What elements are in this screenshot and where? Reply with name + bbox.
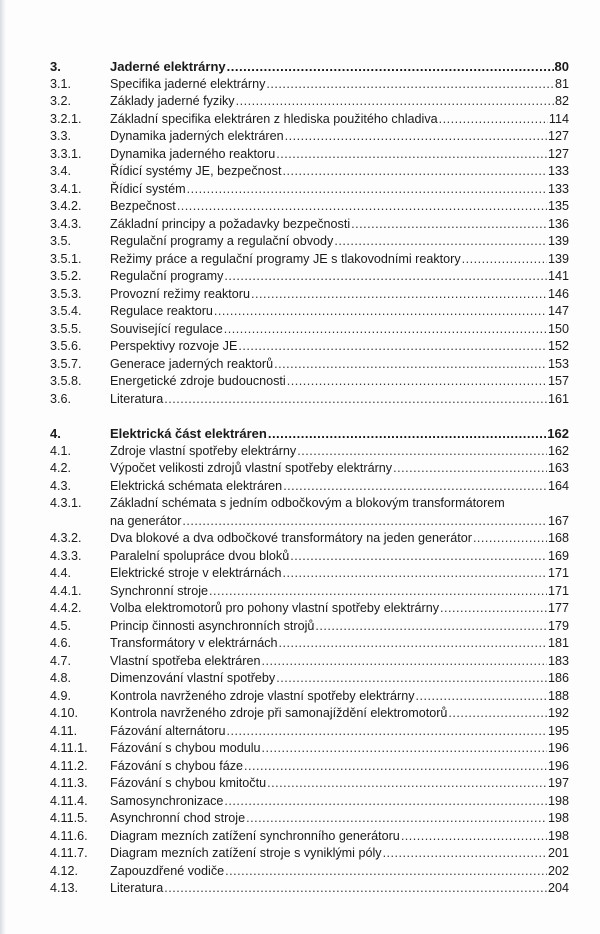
entry-title: Zdroje vlastní spotřeby elektrárny <box>110 443 297 458</box>
entry-body <box>110 321 569 339</box>
entry-title: Bezpečnost <box>110 199 176 213</box>
entry-number: 3.5.6. <box>50 339 82 353</box>
entry-body <box>110 443 569 461</box>
dot-leader <box>164 880 547 898</box>
toc-entry[interactable] <box>50 356 569 374</box>
entry-body <box>110 880 569 898</box>
entry-body <box>110 495 569 513</box>
entry-number: 4.3.1. <box>50 496 82 510</box>
entry-number: 4.9. <box>50 688 72 703</box>
page-number: 198 <box>547 793 569 808</box>
entry-body <box>110 635 569 653</box>
page-number: 198 <box>547 811 569 825</box>
entry-title: Regulační programy <box>110 269 224 283</box>
entry-title: Literatura <box>110 391 164 406</box>
entry-body <box>110 530 569 548</box>
toc-entry[interactable] <box>50 460 569 478</box>
page-number: 162 <box>547 426 569 441</box>
entry-title: Dva blokové a dva odbočkové transformátory na jeden generátor <box>110 531 472 545</box>
page-number: 146 <box>547 286 569 301</box>
entry-title: Synchronní stroje <box>110 583 209 598</box>
entry-title: Diagram mezních zatížení stroje s vyniklými póly <box>110 846 382 860</box>
entry-body <box>110 845 569 863</box>
entry-number: 3.5.3. <box>50 286 82 301</box>
entry-title: Dimenzování vlastní spotřeby <box>110 671 276 685</box>
toc-entry[interactable] <box>50 251 569 269</box>
page-number: 171 <box>547 583 569 598</box>
entry-number: 3.5.8. <box>50 374 82 388</box>
toc-entry[interactable] <box>50 635 569 653</box>
table-of-contents <box>50 58 569 915</box>
entry-number: 4.6. <box>50 636 72 650</box>
toc-entry[interactable] <box>50 863 569 881</box>
entry-body <box>110 93 569 111</box>
entry-title: Provozní režimy reaktoru <box>110 286 250 301</box>
page-number: 168 <box>547 531 569 545</box>
entry-number: 4.5. <box>50 618 72 633</box>
toc-entry[interactable] <box>50 653 569 671</box>
page-number: 183 <box>547 653 569 668</box>
toc-entry[interactable] <box>50 740 569 758</box>
toc-entry[interactable] <box>50 880 569 898</box>
entry-body <box>110 705 569 723</box>
entry-title: Dynamika jaderného reaktoru <box>110 146 276 161</box>
toc-entry[interactable] <box>50 93 569 111</box>
toc-entry[interactable] <box>50 198 569 216</box>
dot-leader <box>224 321 547 339</box>
chapter-section <box>50 425 569 898</box>
entry-body <box>110 425 569 443</box>
entry-number: 4.3. <box>50 478 72 493</box>
toc-entry[interactable] <box>50 443 569 461</box>
entry-title: Perspektivy rozvoje JE <box>110 339 238 353</box>
toc-entry[interactable] <box>50 618 569 636</box>
toc-entry[interactable] <box>50 111 569 129</box>
entry-number: 3.1. <box>50 76 72 91</box>
page-number: 171 <box>547 566 569 580</box>
entry-number: 4.4. <box>50 566 72 580</box>
entry-number: 3. <box>50 59 61 74</box>
page-number: 196 <box>547 741 569 755</box>
entry-title: Řídicí systém <box>110 181 186 196</box>
page-number: 153 <box>547 356 569 371</box>
toc-entry[interactable] <box>50 338 569 356</box>
entry-title: Fázování s chybou kmitočtu <box>110 776 267 790</box>
entry-body <box>110 688 569 706</box>
entry-title: Volba elektromotorů pro pohony vlastní spotřeby elektrárny <box>110 601 440 615</box>
entry-title: Základní principy a požadavky bezpečnosti <box>110 216 351 231</box>
entry-body <box>110 600 569 618</box>
entry-body <box>110 286 569 304</box>
entry-number: 4.11.4. <box>50 793 88 808</box>
entry-title: Řídicí systémy JE, bezpečnost <box>110 164 282 178</box>
dot-leader <box>282 565 547 583</box>
entry-body <box>110 583 569 601</box>
dot-leader <box>224 793 547 811</box>
toc-entry[interactable] <box>50 163 569 181</box>
toc-entry[interactable] <box>50 128 569 146</box>
page-number: 161 <box>547 391 569 406</box>
entry-title: Dynamika jaderných elektráren <box>110 129 284 143</box>
page-number: 198 <box>547 828 569 843</box>
entry-number: 3.3. <box>50 129 72 143</box>
entry-number: 3.5.7. <box>50 356 82 371</box>
dot-leader <box>268 425 546 443</box>
toc-entry[interactable] <box>50 583 569 601</box>
dot-leader <box>282 163 547 181</box>
dot-leader <box>266 76 554 94</box>
entry-body <box>110 775 569 793</box>
page-edge-shadow <box>0 0 6 934</box>
dot-leader <box>393 460 547 478</box>
dot-leader <box>177 198 547 216</box>
entry-number: 3.5.4. <box>50 304 82 318</box>
dot-leader <box>227 723 547 741</box>
entry-body <box>110 373 569 391</box>
toc-entry[interactable] <box>50 373 569 391</box>
dot-leader <box>439 111 548 129</box>
page-number: 167 <box>547 513 569 528</box>
entry-body <box>110 828 569 846</box>
entry-title: Fázování alternátoru <box>110 723 226 738</box>
entry-title: Související regulace <box>110 321 223 336</box>
entry-number: 4.12. <box>50 863 79 878</box>
entry-number: 3.2.1. <box>50 111 82 126</box>
page-number: 147 <box>547 304 569 318</box>
entry-number: 4.3.2. <box>50 531 82 545</box>
toc-entry[interactable] <box>50 845 569 863</box>
toc-entry[interactable] <box>50 600 569 618</box>
entry-number: 4.1. <box>50 443 72 458</box>
toc-entry[interactable] <box>50 793 569 811</box>
page-number: 181 <box>547 636 569 650</box>
entry-title: Paralelní spolupráce dvou bloků <box>110 548 290 563</box>
toc-entry[interactable] <box>50 321 569 339</box>
entry-body <box>110 111 569 129</box>
dot-leader <box>473 530 547 548</box>
entry-title: Výpočet velikosti zdrojů vlastní spotřeby elektrárny <box>110 461 393 475</box>
chapter-heading[interactable] <box>50 425 569 443</box>
entry-number: 3.5.2. <box>50 269 82 283</box>
dot-leader <box>246 810 547 828</box>
dot-leader <box>276 670 547 688</box>
page-number: 196 <box>547 758 569 773</box>
dot-leader <box>236 93 554 111</box>
entry-title: Asynchronní chod stroje <box>110 811 246 825</box>
toc-entry[interactable] <box>50 303 569 321</box>
dot-leader <box>351 216 547 234</box>
dot-leader <box>262 740 547 758</box>
page-number: 195 <box>547 723 569 738</box>
toc-entry[interactable] <box>50 548 569 566</box>
dot-leader <box>182 513 547 531</box>
dot-leader <box>187 181 547 199</box>
page-number: 133 <box>547 181 569 196</box>
page-number: 164 <box>547 478 569 493</box>
page-number: 177 <box>547 601 569 615</box>
entry-body <box>110 268 569 286</box>
entry-number: 3.4. <box>50 164 72 178</box>
entry-body <box>110 810 569 828</box>
entry-title: Elektrická část elektráren <box>110 426 267 441</box>
entry-body <box>110 565 569 583</box>
page-number: 192 <box>547 706 569 720</box>
entry-body <box>110 670 569 688</box>
page-number: 127 <box>547 129 569 143</box>
entry-title: Princip činnosti asynchronních strojů <box>110 618 315 633</box>
toc-entry[interactable] <box>50 723 569 741</box>
toc-entry[interactable] <box>50 828 569 846</box>
entry-title: Specifika jaderné elektrárny <box>110 76 266 91</box>
entry-title: Základy jaderné fyziky <box>110 94 235 108</box>
entry-number: 4.11. <box>50 723 78 738</box>
entry-title: Základní specifika elektráren z hlediska použitého chladiva <box>110 111 438 126</box>
dot-leader <box>401 828 547 846</box>
toc-entry[interactable] <box>50 688 569 706</box>
toc-entry[interactable] <box>50 233 569 251</box>
dot-leader <box>225 863 547 881</box>
entry-body <box>110 58 569 76</box>
chapter-section <box>50 58 569 408</box>
toc-entry[interactable] <box>50 810 569 828</box>
entry-title: Transformátory v elektrárnách <box>110 636 278 650</box>
entry-title: Energetické zdroje budoucnosti <box>110 374 286 388</box>
entry-title: Kontrola navrženého zdroje při samonajíždění elektromotorů <box>110 706 448 720</box>
dot-leader <box>285 128 547 146</box>
entry-title: Základní schémata s jedním odbočkovým a blokovým transformátorem <box>110 496 505 510</box>
entry-number: 4.11.6. <box>50 828 88 843</box>
entry-body <box>110 76 569 94</box>
page-number: 152 <box>547 339 569 353</box>
toc-entry[interactable] <box>50 478 569 496</box>
dot-leader <box>227 58 554 76</box>
toc-entry[interactable] <box>50 268 569 286</box>
chapter-heading[interactable] <box>50 58 569 76</box>
entry-number: 4.2. <box>50 461 72 475</box>
toc-entry[interactable] <box>50 181 569 199</box>
dot-leader <box>440 600 547 618</box>
entry-title: Režimy práce a regulační programy JE s tlakovodními reaktory <box>110 251 461 266</box>
entry-title: Zapouzdřené vodiče <box>110 863 225 878</box>
entry-number: 4.7. <box>50 653 72 668</box>
dot-leader <box>279 635 547 653</box>
toc-entry[interactable] <box>50 705 569 723</box>
entry-title: Literatura <box>110 881 164 895</box>
dot-leader <box>224 268 547 286</box>
toc-entry-continuation[interactable] <box>50 513 569 531</box>
entry-number: 4.11.1. <box>50 741 88 755</box>
page-number: 204 <box>547 881 569 895</box>
entry-title: Elektrické stroje v elektrárnách <box>110 566 282 580</box>
entry-body <box>110 163 569 181</box>
entry-number: 3.4.2. <box>50 199 82 213</box>
page-number: 179 <box>547 618 569 633</box>
entry-number: 4.3.3. <box>50 548 82 563</box>
entry-title: Regulace reaktoru <box>110 304 213 318</box>
dot-leader <box>276 146 547 164</box>
entry-title: Jaderné elektrárny <box>110 59 226 74</box>
page-number: 136 <box>547 216 569 231</box>
entry-body <box>110 391 569 409</box>
entry-number: 3.5. <box>50 234 72 248</box>
page-number: 114 <box>548 111 569 126</box>
toc-entry[interactable] <box>50 758 569 776</box>
dot-leader <box>287 373 547 391</box>
entry-number: 4.11.7. <box>50 846 88 860</box>
toc-entry[interactable] <box>50 146 569 164</box>
dot-leader <box>297 443 547 461</box>
entry-body <box>110 216 569 234</box>
entry-body <box>110 338 569 356</box>
toc-entry[interactable] <box>50 216 569 234</box>
entry-number: 4.8. <box>50 671 72 685</box>
dot-leader <box>290 548 547 566</box>
entry-title: Regulační programy a regulační obvody <box>110 234 334 248</box>
page-number: 186 <box>547 671 569 685</box>
entry-number: 4.11.2. <box>50 758 88 773</box>
dot-leader <box>416 688 547 706</box>
page-number: 169 <box>547 548 569 563</box>
entry-number: 4.11.3. <box>50 776 88 790</box>
toc-entry[interactable] <box>50 391 569 409</box>
dot-leader <box>315 618 547 636</box>
page-number: 127 <box>547 146 569 161</box>
page-number: 81 <box>554 76 569 91</box>
page-number: 202 <box>547 863 569 878</box>
dot-leader <box>267 775 547 793</box>
entry-number: 4.11.5. <box>50 811 88 825</box>
entry-number: 4.4.2. <box>50 601 82 615</box>
entry-number: 4.4.1. <box>50 583 82 598</box>
dot-leader <box>334 233 547 251</box>
toc-entry[interactable] <box>50 670 569 688</box>
entry-body <box>110 233 569 251</box>
page-number: 139 <box>547 251 569 266</box>
entry-number: 4.10. <box>50 706 79 720</box>
toc-entry[interactable] <box>50 775 569 793</box>
entry-number: 3.2. <box>50 94 72 108</box>
entry-body <box>110 723 569 741</box>
entry-body <box>110 478 569 496</box>
dot-leader <box>274 356 547 374</box>
dot-leader <box>283 478 547 496</box>
entry-title: Samosynchronizace <box>110 793 224 808</box>
entry-body <box>110 653 569 671</box>
page-number: 135 <box>547 199 569 213</box>
entry-number: 3.4.1. <box>50 181 82 196</box>
entry-body <box>110 863 569 881</box>
toc-entry[interactable] <box>50 565 569 583</box>
page-number: 163 <box>547 461 569 475</box>
entry-body <box>110 740 569 758</box>
entry-title: Fázování s chybou modulu <box>110 741 261 755</box>
page-number: 197 <box>547 776 569 790</box>
dot-leader <box>448 705 547 723</box>
dot-leader <box>383 845 547 863</box>
page-number: 157 <box>547 374 569 388</box>
dot-leader <box>262 653 547 671</box>
dot-leader <box>251 286 547 304</box>
page-number: 133 <box>547 164 569 178</box>
entry-body <box>110 513 569 531</box>
toc-entry[interactable] <box>50 76 569 94</box>
entry-body <box>110 251 569 269</box>
toc-entry[interactable] <box>50 495 569 513</box>
dot-leader <box>214 303 547 321</box>
entry-body <box>110 460 569 478</box>
entry-title: Diagram mezních zatížení synchronního generátoru <box>110 828 400 843</box>
entry-body <box>110 303 569 321</box>
page-number: 141 <box>547 269 569 283</box>
entry-title: Elektrická schémata elektráren <box>110 478 283 493</box>
dot-leader <box>164 391 547 409</box>
entry-title: Vlastní spotřeba elektráren <box>110 653 261 668</box>
entry-body <box>110 618 569 636</box>
entry-number: 4.13. <box>50 881 79 895</box>
toc-entry[interactable] <box>50 286 569 304</box>
entry-body <box>110 356 569 374</box>
entry-number: 4. <box>50 426 61 441</box>
page-number: 162 <box>547 443 569 458</box>
page-number: 139 <box>547 234 569 248</box>
entry-body <box>110 198 569 216</box>
page-number: 150 <box>547 321 569 336</box>
entry-title: Kontrola navrženého zdroje vlastní spotřeby elektrárny <box>110 688 415 703</box>
dot-leader <box>238 338 547 356</box>
entry-title: Fázování s chybou fáze <box>110 758 244 773</box>
page-number: 82 <box>554 94 569 108</box>
entry-number: 3.5.1. <box>50 251 82 266</box>
entry-number: 3.4.3. <box>50 216 82 231</box>
entry-number: 3.3.1. <box>50 146 82 161</box>
dot-leader <box>209 583 547 601</box>
entry-title: Generace jaderných reaktorů <box>110 356 274 371</box>
entry-body <box>110 146 569 164</box>
page-number: 188 <box>547 688 569 703</box>
page-number: 80 <box>554 59 569 74</box>
toc-entry[interactable] <box>50 530 569 548</box>
entry-body <box>110 758 569 776</box>
entry-number: 3.6. <box>50 391 72 406</box>
entry-body <box>110 128 569 146</box>
dot-leader <box>462 251 547 269</box>
entry-title: na generátor <box>110 513 182 528</box>
dot-leader <box>244 758 547 776</box>
page-number: 201 <box>547 846 569 860</box>
entry-body <box>110 181 569 199</box>
entry-body <box>110 793 569 811</box>
entry-body <box>110 548 569 566</box>
entry-number: 3.5.5. <box>50 321 82 336</box>
